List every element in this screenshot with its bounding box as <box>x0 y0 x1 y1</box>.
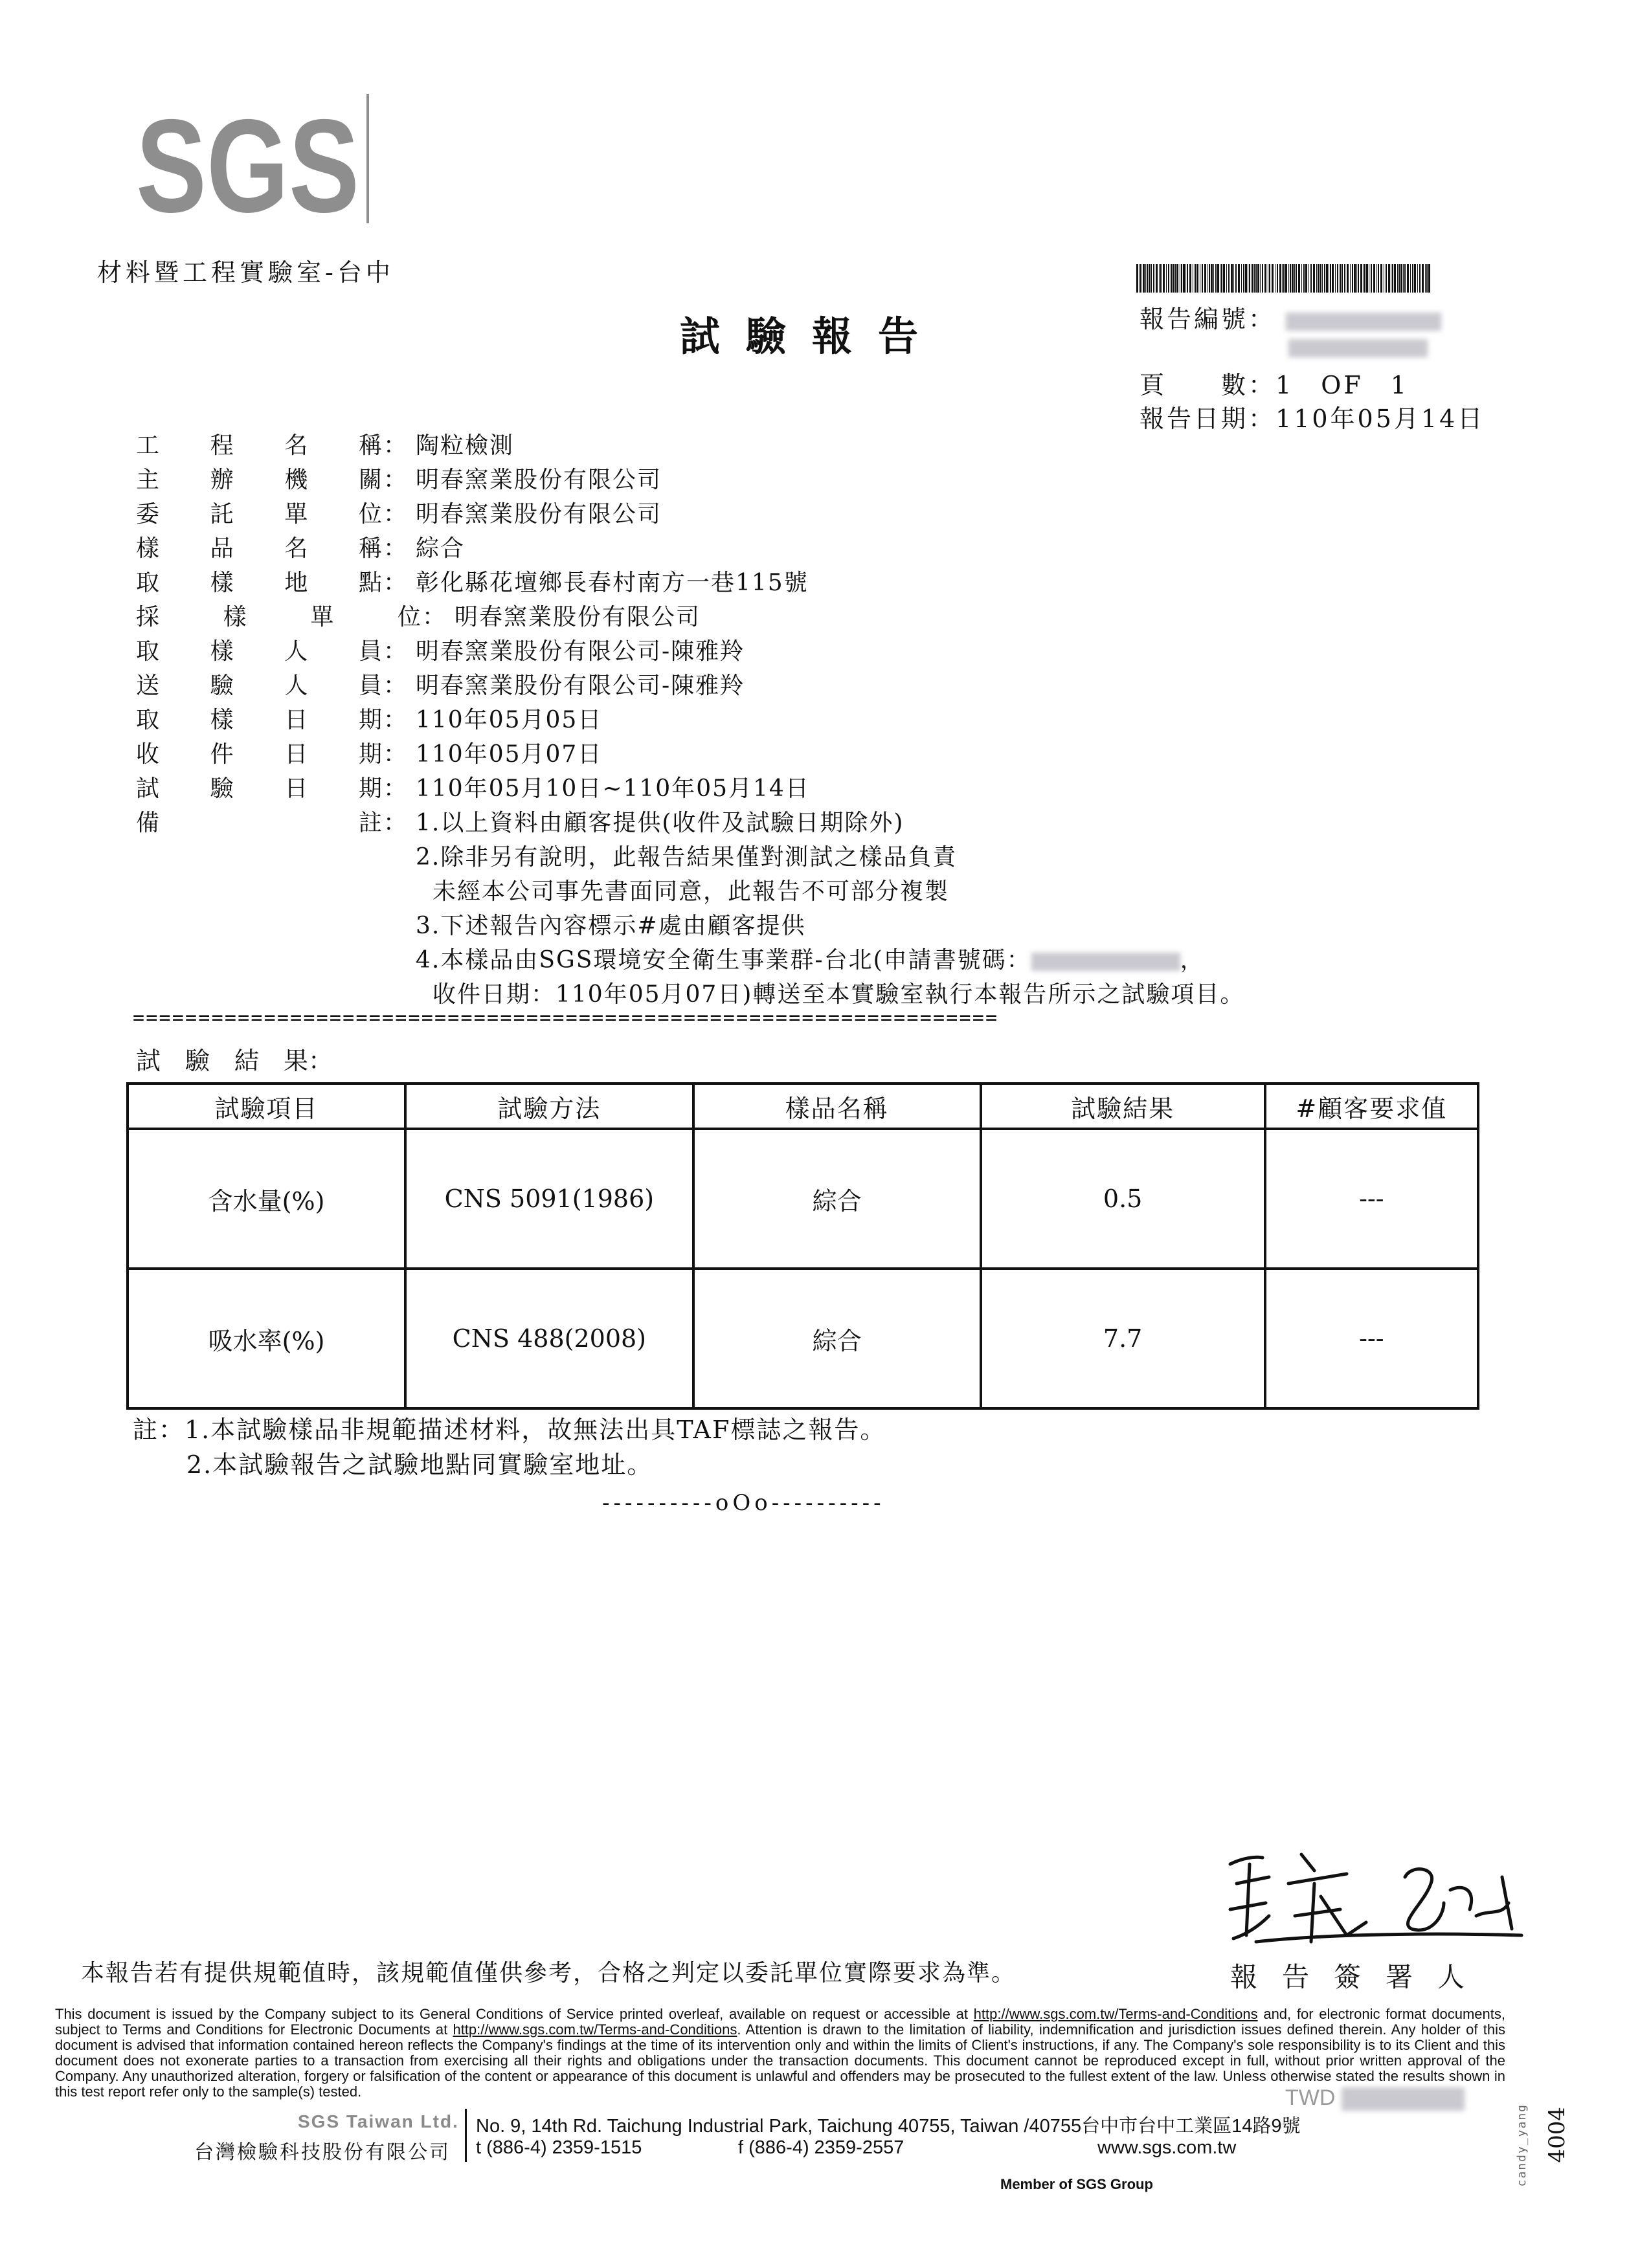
table-header-row <box>128 1084 1478 1129</box>
barcode-bar <box>1189 264 1191 293</box>
barcode-bar <box>1373 264 1375 293</box>
spread-label <box>136 496 382 529</box>
barcode-bar <box>1303 264 1305 293</box>
spread-label <box>136 702 382 735</box>
twd-label: TWD <box>1285 2085 1336 2110</box>
barcode-bar <box>1380 264 1382 293</box>
barcode-bar <box>1376 264 1377 293</box>
barcode-bar <box>1324 264 1325 293</box>
label-char: 關 <box>358 467 382 493</box>
barcode-bar <box>1163 264 1165 293</box>
barcode-bar <box>1241 264 1242 293</box>
barcode-bar <box>1277 264 1278 293</box>
barcode-bar <box>1153 264 1154 293</box>
barcode-bar <box>1337 264 1338 293</box>
label-char: 員 <box>358 638 382 665</box>
barcode-bar <box>1342 264 1343 293</box>
barcode-bar <box>1245 264 1247 293</box>
label-char: 程 <box>210 432 234 459</box>
barcode-bar <box>1173 264 1174 293</box>
label-char: 註 <box>358 810 382 836</box>
terms-link-1[interactable]: http://www.sgs.com.tw/Terms-and-Conditions <box>973 2006 1258 2022</box>
barcode-bar <box>1298 264 1300 293</box>
spread-label <box>136 427 382 460</box>
label-char: 主 <box>136 467 160 493</box>
sgs-logo <box>136 92 369 240</box>
barcode-bar <box>1340 264 1342 293</box>
label-char: 採 <box>136 604 160 630</box>
barcode-bar <box>1254 264 1255 293</box>
barcode-bar <box>1363 264 1364 293</box>
label-char: 委 <box>136 501 160 528</box>
cell-test-item: 含水量(%) <box>128 1129 405 1269</box>
remark-2a: 2.除非另有說明，此報告結果僅對測試之樣品負責 <box>416 844 958 871</box>
sgs-logo-text: SGS <box>136 92 359 240</box>
cell-sample-name: 綜合 <box>693 1129 981 1269</box>
results-table <box>126 1082 1479 1410</box>
barcode-bar <box>1344 264 1345 293</box>
label-char: 品 <box>210 535 234 562</box>
barcode-bar <box>1151 264 1152 293</box>
spread-label <box>136 564 382 597</box>
barcode-bar <box>1400 264 1402 293</box>
barcode-bar <box>1308 264 1309 293</box>
label-char: 取 <box>136 638 160 665</box>
barcode-bar <box>1262 264 1263 293</box>
remark-4a-line <box>416 942 1205 975</box>
barcode-bar <box>1305 264 1307 293</box>
page-count-label: 頁 數： <box>1140 371 1276 399</box>
cell-test-method: CNS 488(2008) <box>405 1269 693 1408</box>
barcode-bar <box>1215 264 1217 293</box>
barcode-bar <box>1285 264 1287 293</box>
remark-4a-tail: ， <box>1180 947 1205 973</box>
barcode-bar <box>1397 264 1398 293</box>
label-char: 驗 <box>210 775 234 802</box>
redacted-report-number <box>1286 313 1441 331</box>
label-char: 日 <box>284 741 308 768</box>
spread-label <box>136 736 382 769</box>
label-char: 期 <box>358 741 382 768</box>
label-char: 單 <box>284 501 308 528</box>
barcode-bar <box>1426 264 1428 293</box>
barcode-bar <box>1195 264 1196 293</box>
spread-label <box>136 805 382 838</box>
host-value: 明春窯業股份有限公司 <box>416 467 662 493</box>
barcode-bar <box>1269 264 1270 293</box>
spread-label <box>136 530 382 563</box>
label-char: 名 <box>284 432 308 459</box>
label-char <box>247 805 271 838</box>
spread-label <box>136 461 382 495</box>
submitter-value: 明春窯業股份有限公司-陳雅羚 <box>416 673 745 699</box>
cell-customer-value: --- <box>1265 1129 1478 1269</box>
remark-4a: 4.本樣品由SGS環境安全衛生事業群-台北(申請書號碼： <box>416 947 1031 973</box>
table-row <box>128 1129 1478 1269</box>
barcode-bar <box>1403 264 1404 293</box>
barcode-bar <box>1147 264 1148 293</box>
barcode-bar <box>1231 264 1233 293</box>
report-date-value: 110年05月14日 <box>1275 405 1485 433</box>
label-char: 工 <box>136 432 160 459</box>
barcode-bar <box>1149 264 1151 293</box>
barcode-bar <box>1404 264 1406 293</box>
report-title: 試驗報告 <box>680 313 945 360</box>
spread-label <box>136 667 382 700</box>
page-count <box>1140 365 1409 401</box>
barcode-bar <box>1136 264 1138 293</box>
label-char: 託 <box>210 501 234 528</box>
label-char: 稱 <box>358 432 382 459</box>
barcode-bar <box>1335 264 1336 293</box>
signature <box>1217 1838 1528 1948</box>
location-value: 彰化縣花壇鄉長春村南方一巷115號 <box>416 570 809 596</box>
barcode-bar <box>1207 264 1208 293</box>
legal-text-1: This document is issued by the Company subject to its General Conditions of Service printed overleaf, available on request or accessible at <box>55 2006 974 2022</box>
page-count-value: 1 OF 1 <box>1275 371 1409 399</box>
barcode-bar <box>1410 264 1411 293</box>
barcode-bar <box>1412 264 1413 293</box>
signer-title: 報告簽署人 <box>1230 1961 1490 1993</box>
barcode-bar <box>1407 264 1409 293</box>
label-char: 試 <box>136 775 160 802</box>
barcode-bar <box>1176 264 1178 293</box>
company-phone: t (886-4) 2359-1515 <box>476 2137 642 2158</box>
barcode-bar <box>1417 264 1418 293</box>
cell-test-item: 吸水率(%) <box>128 1269 405 1408</box>
barcode-bar <box>1221 264 1222 293</box>
label-char: 名 <box>284 535 308 562</box>
barcode-bar <box>1249 264 1250 293</box>
company-name-english: SGS Taiwan Ltd. <box>298 2111 459 2131</box>
barcode-bar <box>1414 264 1416 293</box>
barcode-bar <box>1160 264 1162 293</box>
side-operator-id: candy_yang <box>1515 2104 1529 2187</box>
results-heading: 試 驗 結 果： <box>136 1047 333 1075</box>
col-header-test-item: 試驗項目 <box>128 1084 405 1129</box>
cell-test-method: CNS 5091(1986) <box>405 1129 693 1269</box>
barcode-bar <box>1378 264 1379 293</box>
spread-label <box>136 599 421 632</box>
legal-text-3: . Attention is drawn to the limitation of liability, indemnification and jurisdiction issues defined therein. Any holder of this document is advised that information contained hereon reflects the Company's findings at the time of its intervention only and within the limits of Client's instructions, if any. The Company's sole responsibility is to its Client and this document does not exonerate parties to a transaction from exercising all their rights and obligations under the transaction documents. This document cannot be reproduced except in full, without prior written approval of the Company. Any unauthorized alteration, forgery or falsification of the content or appearance of this document is unlawful and offenders may be prosecuted to the fullest extent of the law. Unless otherwise stated the results shown in this test report refer only to the sample(s) tested. <box>55 2021 1505 2100</box>
barcode-bar <box>1419 264 1421 293</box>
member-of-sgs-group: Member of SGS Group <box>1000 2176 1153 2192</box>
barcode-bar <box>1326 264 1328 293</box>
table-row <box>128 1269 1478 1408</box>
label-char: 件 <box>210 741 234 768</box>
barcode-bar <box>1356 264 1357 293</box>
redacted-twd-number <box>1342 2087 1465 2111</box>
barcode-bar <box>1288 264 1289 293</box>
barcode-bar <box>1204 264 1206 293</box>
test-date-value: 110年05月10日~110年05月14日 <box>416 775 810 802</box>
barcode-bar <box>1238 264 1240 293</box>
label-char: 位 <box>358 501 382 528</box>
barcode-bar <box>1159 264 1160 293</box>
barcode-bar <box>1392 264 1393 293</box>
barcode-bar <box>1310 264 1312 293</box>
label-char: 單 <box>310 604 334 630</box>
label-char: 點 <box>358 570 382 596</box>
barcode-bar <box>1181 264 1182 293</box>
barcode-bar <box>1296 264 1297 293</box>
barcode-bar <box>1313 264 1315 293</box>
col-header-test-result: 試驗結果 <box>981 1084 1265 1129</box>
legal-text-2: and, for electronic format documents, subject to Terms and Conditions for Electronic Documents at <box>55 2006 1505 2038</box>
barcode-bar <box>1318 264 1319 293</box>
barcode-bar <box>1243 264 1244 293</box>
label-char: 送 <box>136 673 160 699</box>
label-char: 樣 <box>210 707 234 733</box>
barcode-bar <box>1316 264 1317 293</box>
barcode-bar <box>1320 264 1321 293</box>
label-char: 取 <box>136 570 160 596</box>
barcode-bar <box>1290 264 1291 293</box>
sample-name-value: 綜合 <box>416 535 466 562</box>
separator-line: ================================================================== <box>133 1006 999 1029</box>
label-char: 樣 <box>210 638 234 665</box>
barcode-bar <box>1394 264 1396 293</box>
label-char: 日 <box>284 707 308 733</box>
barcode-bar <box>1257 264 1259 293</box>
side-form-code: 4004 <box>1544 2107 1570 2163</box>
barcode-bar <box>1354 264 1356 293</box>
report-number <box>1140 299 1441 335</box>
barcode-bar <box>1171 264 1173 293</box>
label-char: 收 <box>136 741 160 768</box>
barcode-bar <box>1139 264 1140 293</box>
remark-3: 3.下述報告內容標示#處由顧客提供 <box>416 913 806 939</box>
cell-customer-value: --- <box>1265 1269 1478 1408</box>
footer-divider <box>465 2109 467 2162</box>
report-date <box>1140 399 1485 434</box>
label-char: 辦 <box>210 467 234 493</box>
label-char: 機 <box>284 467 308 493</box>
label-char: 期 <box>358 775 382 802</box>
col-header-sample-name: 樣品名稱 <box>693 1084 981 1129</box>
barcode-bar <box>1140 264 1141 293</box>
remark-4b: 收件日期：110年05月07日)轉送至本實驗室執行本報告所示之試驗項目。 <box>432 981 1245 1008</box>
barcode-bar <box>1282 264 1283 293</box>
end-of-report-mark: ----------oOo---------- <box>602 1490 885 1516</box>
sampling-unit-value: 明春窯業股份有限公司 <box>455 604 701 630</box>
disclaimer-chinese: 本報告若有提供規範值時，該規範值僅供參考，合格之判定以委託單位實際要求為準。 <box>81 1960 1016 1986</box>
barcode-bar <box>1330 264 1331 293</box>
barcode-bar <box>1301 264 1302 293</box>
lab-name: 材料暨工程實驗室-台中 <box>97 258 394 287</box>
label-char: 人 <box>284 638 308 665</box>
label-char: 備 <box>136 810 160 836</box>
cell-test-result: 0.5 <box>981 1129 1265 1269</box>
footnote-1: 註：1.本試驗樣品非規範描述材料，故無法出具TAF標誌之報告。 <box>133 1416 886 1444</box>
barcode-bar <box>1166 264 1167 293</box>
redacted-report-number-2 <box>1288 339 1428 357</box>
project-value: 陶粒檢測 <box>416 432 515 459</box>
barcode-bar <box>1425 264 1426 293</box>
spread-label <box>136 633 382 666</box>
label-char: 位 <box>397 604 421 630</box>
label-char: 樣 <box>223 604 247 630</box>
sampler-value: 明春窯業股份有限公司-陳雅羚 <box>416 638 745 665</box>
footnote-2: 2.本試驗報告之試驗地點同實驗室地址。 <box>186 1451 653 1479</box>
remark-1: 1.以上資料由顧客提供(收件及試驗日期除外) <box>416 810 904 836</box>
col-header-customer-value: #顧客要求值 <box>1265 1084 1478 1129</box>
sampling-date-value: 110年05月05日 <box>416 707 603 733</box>
barcode-bar <box>1422 264 1424 293</box>
barcode-bar <box>1292 264 1294 293</box>
barcode-bar <box>1235 264 1237 293</box>
barcode-bar <box>1283 264 1285 293</box>
label-char: 員 <box>358 673 382 699</box>
report-number-label: 報告編號： <box>1140 305 1276 333</box>
barcode-bar <box>1183 264 1185 293</box>
barcode-bar <box>1272 264 1274 293</box>
label-char: 地 <box>284 570 308 596</box>
company-website[interactable]: www.sgs.com.tw <box>1097 2137 1237 2158</box>
barcode-bar <box>1264 264 1266 293</box>
client-value: 明春窯業股份有限公司 <box>416 501 662 528</box>
cell-sample-name: 綜合 <box>693 1269 981 1408</box>
barcode-bar <box>1366 264 1368 293</box>
company-address: No. 9, 14th Rd. Taichung Industrial Park, Taichung 40755, Taiwan /40755台中市台中工業區14路9號 <box>476 2116 1301 2137</box>
barcode-bar <box>1145 264 1146 293</box>
barcode-bar <box>1364 264 1365 293</box>
barcode-bar <box>1386 264 1387 293</box>
barcode-bar <box>1252 264 1253 293</box>
label-char: 日 <box>284 775 308 802</box>
barcode-bar <box>1185 264 1186 293</box>
barcode-bar <box>1347 264 1349 293</box>
label-char: 樣 <box>136 535 160 562</box>
barcode-bar <box>1209 264 1210 293</box>
barcode-bar <box>1352 264 1353 293</box>
barcode-bar <box>1428 264 1430 293</box>
terms-link-2[interactable]: http://www.sgs.com.tw/Terms-and-Conditions <box>453 2021 737 2038</box>
label-char: 人 <box>284 673 308 699</box>
barcode-bar <box>1371 264 1372 293</box>
barcode-bar <box>1202 264 1203 293</box>
barcode-bar <box>1322 264 1323 293</box>
barcode-bar <box>1143 264 1145 293</box>
barcode-bar <box>1398 264 1400 293</box>
barcode-bar <box>1358 264 1359 293</box>
barcode-bar <box>1156 264 1158 293</box>
barcode-bar <box>1388 264 1390 293</box>
barcode-bar <box>1217 264 1219 293</box>
col-header-test-method: 試驗方法 <box>405 1084 693 1129</box>
barcode-bar <box>1360 264 1362 293</box>
barcode-bar <box>1332 264 1334 293</box>
barcode-bar <box>1174 264 1176 293</box>
cell-test-result: 7.7 <box>981 1269 1265 1408</box>
barcode-bar <box>1260 264 1261 293</box>
company-name-chinese: 台灣檢驗科技股份有限公司 <box>194 2141 451 2164</box>
barcode-bar <box>1187 264 1188 293</box>
label-char: 期 <box>358 707 382 733</box>
label-char: 驗 <box>210 673 234 699</box>
barcode-bar <box>1226 264 1227 293</box>
report-number-line2 <box>1288 331 1428 360</box>
label-char: 取 <box>136 707 160 733</box>
barcode-bar <box>1223 264 1225 293</box>
barcode-bar <box>1196 264 1198 293</box>
remark-2b: 未經本公司事先書面同意，此報告不可部分複製 <box>432 878 950 905</box>
barcode-bar <box>1350 264 1351 293</box>
barcode-bar <box>1228 264 1230 293</box>
label-char: 稱 <box>358 535 382 562</box>
report-date-label: 報告日期： <box>1140 405 1276 433</box>
company-fax: f (886-4) 2359-2557 <box>738 2137 904 2158</box>
barcode-bar <box>1213 264 1214 293</box>
barcode-bar <box>1294 264 1295 293</box>
barcode-bar <box>1168 264 1169 293</box>
twd-code <box>1285 2085 1465 2111</box>
label-char: 樣 <box>210 570 234 596</box>
barcode-bar <box>1279 264 1281 293</box>
barcode-bar <box>1233 264 1234 293</box>
barcode-bar <box>1211 264 1213 293</box>
spread-label <box>136 770 382 803</box>
barcode <box>1136 264 1431 293</box>
receipt-date-value: 110年05月07日 <box>416 741 603 768</box>
redacted-application-number <box>1031 953 1180 971</box>
barcode-bar <box>1255 264 1257 293</box>
